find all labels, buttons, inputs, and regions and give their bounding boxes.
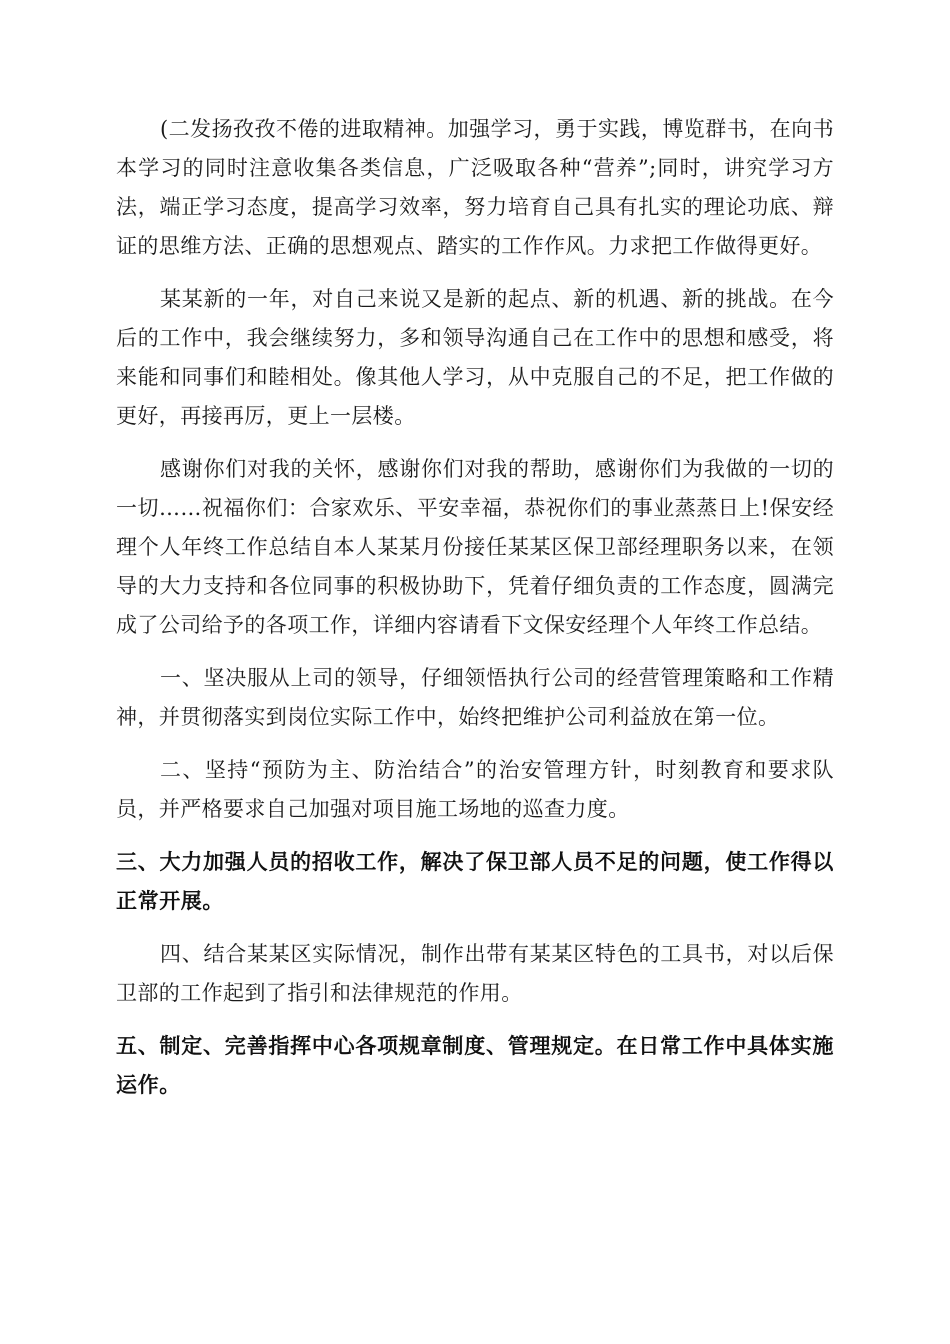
paragraph-thanks-and-summary-intro: 感谢你们对我的关怀，感谢你们对我的帮助，感谢你们为我做的一切的一切……祝福你们：合家欢乐、平安幸福，恭祝你们的事业蒸蒸日上!保安经理个人年终工作总结自本人某某月份接任某某区保卫部经理职务以来，在领导的大力支持和各位同事的积极协助下，凭着仔细负责的工作态度，圆满完成了公司给予的各项工作，详细内容请看下文保安经理个人年终工作总结。 [116, 457, 834, 637]
paragraph-item-two: 二、坚持“预防为主、防治结合”的治安管理方针，时刻教育和要求队员，并严格要求自己加强对项目施工场地的巡查力度。 [116, 758, 834, 821]
heading-item-three: 三、大力加强人员的招收工作，解决了保卫部人员不足的问题，使工作得以正常开展。 [116, 850, 834, 913]
paragraph-item-four: 四、结合某某区实际情况，制作出带有某某区特色的工具书，对以后保卫部的工作起到了指引和法律规范的作用。 [116, 942, 834, 1005]
document-body [116, 110, 834, 1119]
paragraph-new-year: 某某新的一年，对自己来说又是新的起点、新的机遇、新的挑战。在今后的工作中，我会继续努力，多和领导沟通自己在工作中的思想和感受，将来能和同事们和睦相处。像其他人学习，从中克服自己的不足，把工作做的更好，再接再厉，更上一层楼。 [116, 287, 834, 428]
paragraph-item-one: 一、坚决服从上司的领导，仔细领悟执行公司的经营管理策略和工作精神，并贯彻落实到岗位实际工作中，始终把维护公司利益放在第一位。 [116, 666, 834, 729]
heading-item-five: 五、制定、完善指挥中心各项规章制度、管理规定。在日常工作中具体实施运作。 [116, 1034, 834, 1097]
paragraph-self-improvement: (二发扬孜孜不倦的进取精神。加强学习，勇于实践，博览群书，在向书本学习的同时注意收集各类信息，广泛吸取各种“营养”;同时，讲究学习方法，端正学习态度，提高学习效率，努力培育自己具有扎实的理论功底、辩证的思维方法、正确的思想观点、踏实的工作作风。力求把工作做得更好。 [116, 117, 834, 258]
